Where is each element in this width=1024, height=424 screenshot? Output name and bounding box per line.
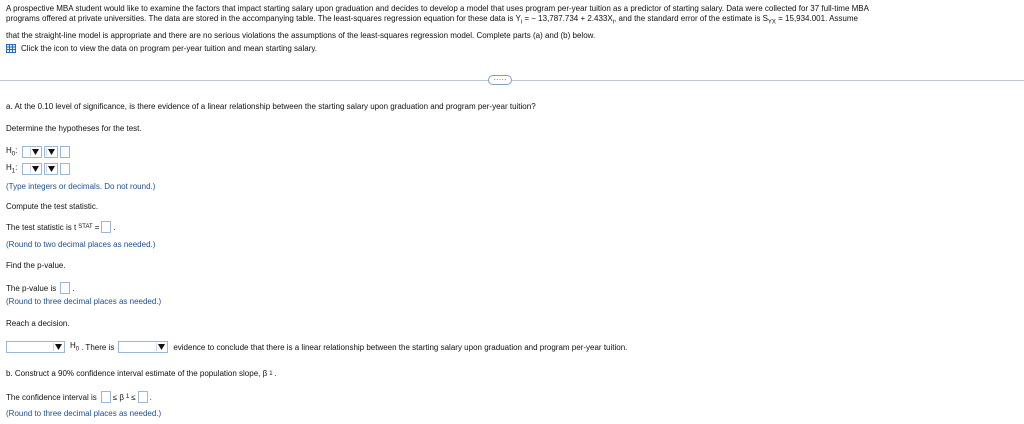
decision-row (6, 341, 627, 353)
stat-label: The test statistic is t (6, 222, 77, 232)
decision-conclusion: evidence to conclude that there is a linear relationship between the starting salary upon graduation and program per-year tuition. (173, 342, 628, 352)
h1-param-dropdown[interactable] (22, 163, 42, 175)
ci-beta: ≤ β (112, 392, 124, 402)
sub-i: i (520, 19, 523, 26)
chevron-down-icon (30, 148, 40, 156)
ci-lower-input[interactable] (101, 391, 111, 403)
chevron-down-icon (53, 343, 63, 351)
h1-operator-dropdown[interactable] (44, 163, 58, 175)
table-icon[interactable] (6, 44, 16, 53)
h1-row (6, 163, 70, 175)
test-statistic-input[interactable] (101, 221, 111, 233)
part-b-sub: 1 (269, 370, 273, 377)
stat-sub: STAT (78, 224, 93, 230)
decision-prompt: Reach a decision. (6, 319, 70, 328)
h0-letter: H (6, 146, 12, 156)
part-b-period: . (274, 369, 277, 378)
intro-line-2-a: programs offered at private universities. The data are stored in the accompanying table. The least-squares regression equation for these data is Y (6, 14, 521, 23)
ci-label: The confidence interval is (6, 392, 97, 402)
decision-there-is: . There is (81, 342, 115, 352)
ci-beta-sub: 1 (125, 394, 130, 400)
decision-h-sub: 0 (75, 346, 80, 353)
hypotheses-hint: (Type integers or decimals. Do not round.) (6, 182, 156, 191)
ci-upper-input[interactable] (138, 391, 148, 403)
p-label: The p-value is (6, 283, 57, 293)
h1-colon: : (15, 163, 18, 173)
h0-colon: : (15, 146, 18, 156)
h0-label (6, 146, 17, 158)
h0-sub: 0 (11, 151, 16, 158)
evidence-dropdown[interactable] (118, 341, 168, 353)
ci-hint: (Round to three decimal places as needed.) (6, 409, 162, 418)
p-value-input[interactable] (60, 282, 70, 294)
test-statistic-row (6, 221, 116, 233)
ci-period: . (149, 392, 152, 402)
data-link[interactable] (6, 44, 317, 53)
sub-yx: YX (767, 19, 776, 26)
p-hint: (Round to three decimal places as needed.) (6, 297, 162, 306)
decision-action-dropdown[interactable] (6, 341, 65, 353)
h0-row (6, 146, 70, 158)
h1-sub: 1 (11, 168, 16, 175)
sub-i-2: i (612, 19, 615, 26)
stat-equals: = (94, 222, 100, 232)
chevron-down-icon (46, 165, 56, 173)
h1-letter: H (6, 163, 12, 173)
intro-line-2-b: = − 13,787.734 + 2.433X (522, 14, 613, 23)
ci-leq: ≤ (131, 392, 136, 402)
more-button[interactable]: ····· (488, 75, 512, 85)
chevron-down-icon (30, 165, 40, 173)
stat-prompt: Compute the test statistic. (6, 202, 99, 211)
part-b-question (6, 369, 277, 378)
intro-line-2 (6, 14, 858, 26)
p-prompt: Find the p-value. (6, 261, 66, 270)
intro-line-3: that the straight-line model is appropriate and there are no serious violations the assumptions of the least-squares regression model. Complete parts (a) and (b) below. (6, 31, 596, 40)
intro-line-2-c: , and the standard error of the estimate is S (614, 14, 768, 23)
part-a-question: a. At the 0.10 level of significance, is there evidence of a linear relationship between the starting salary upon graduation and program per-year tuition? (6, 102, 536, 111)
h1-value-input[interactable] (60, 163, 70, 175)
h0-value-input[interactable] (60, 146, 70, 158)
ci-row (6, 391, 152, 403)
h1-label (6, 163, 17, 175)
intro-line-2-d: = 15,934.001. Assume (775, 14, 858, 23)
decision-h0 (70, 341, 79, 353)
part-b-text: b. Construct a 90% confidence interval estimate of the population slope, β (6, 369, 268, 378)
hypotheses-prompt: Determine the hypotheses for the test. (6, 124, 142, 133)
intro-line-1: A prospective MBA student would like to examine the factors that impact starting salary upon graduation and decides to develop a model that uses program per-year tuition as a predictor of starting salary. Data were collected for 37 full-time MBA (6, 4, 869, 13)
h0-param-dropdown[interactable] (22, 146, 42, 158)
p-value-row (6, 282, 74, 294)
p-period: . (72, 283, 75, 293)
stat-period: . (113, 222, 116, 232)
data-link-text[interactable]: Click the icon to view the data on program per-year tuition and mean starting salary. (21, 44, 317, 53)
section-divider (0, 80, 1024, 81)
decision-h-letter: H (70, 341, 76, 351)
chevron-down-icon (46, 148, 56, 156)
stat-hint: (Round to two decimal places as needed.) (6, 240, 156, 249)
chevron-down-icon (156, 343, 166, 351)
h0-operator-dropdown[interactable] (44, 146, 58, 158)
